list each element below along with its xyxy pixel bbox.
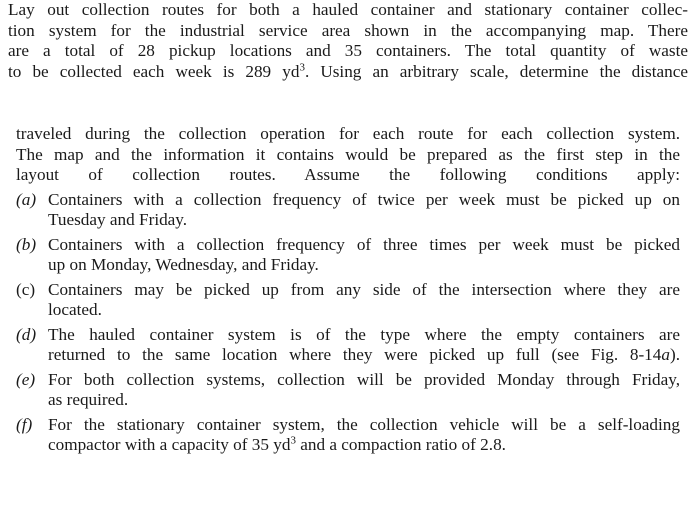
continuation-line-1: traveled during the collection operation for each route for each collection system. [16,124,680,143]
condition-line-part: returned to the same location where they were picked up full (see Fig. 8-14 [48,345,662,364]
condition-label: (a) [16,189,37,209]
problem-continuation [16,124,680,456]
superscript-3: 3 [299,60,305,73]
condition-line: For the stationary container system, the collection vehicle will be a self-loading [48,414,680,434]
condition-b [16,235,680,276]
condition-label: (e) [16,369,36,389]
condition-line-part: and a compaction ratio of 2.8. [295,435,506,454]
continuation-paragraph [16,124,680,186]
condition-line: The hauled container system is of the type where the empty containers are [48,324,680,344]
condition-c [16,280,680,321]
condition-d [16,325,680,366]
condition-line: up on Monday, Wednesday, and Friday. [48,255,319,274]
condition-line [48,345,680,366]
condition-label: (b) [16,234,37,254]
problem-line-1: Lay out collection routes for both a hauled container and stationary container collec- [8,0,688,19]
figure-suffix: a [661,345,670,364]
condition-line: Containers with a collection frequency of three times per week must be picked [48,234,680,254]
condition-a [16,190,680,231]
problem-line-4-b: . Using an arbitrary scale, determine the distance [304,61,688,81]
problem-line-3: are a total of 28 pickup locations and 35 containers. The total quantity of waste [8,41,688,60]
condition-f [16,415,680,456]
superscript-3: 3 [290,434,296,447]
condition-line: as required. [48,390,129,409]
condition-line: Containers may be picked up from any side of the intersection where they are [48,279,680,299]
problem-statement [8,0,688,82]
condition-label: (d) [16,324,37,344]
condition-e [16,370,680,411]
condition-line-part: compactor with a capacity of 35 yd [48,435,291,454]
problem-line-4-a: to be collected each week is 289 yd [8,61,300,81]
condition-line: For both collection systems, collection will be provided Monday through Friday, [48,369,680,389]
condition-line [48,435,680,456]
condition-line: Containers with a collection frequency of twice per week must be picked up on [48,189,680,209]
condition-label: (f) [16,414,33,434]
continuation-line-2: The map and the information it contains would be prepared as the first step in the [16,144,680,164]
problem-line-2: tion system for the industrial service area shown in the accompanying map. There [8,20,688,40]
problem-line-4 [8,62,688,83]
condition-line: Tuesday and Friday. [48,210,188,229]
condition-line-part: ). [669,345,680,364]
condition-label: (c) [16,279,36,299]
continuation-line-3: layout of collection routes. Assume the following conditions apply: [16,165,680,184]
condition-line: located. [48,300,102,319]
